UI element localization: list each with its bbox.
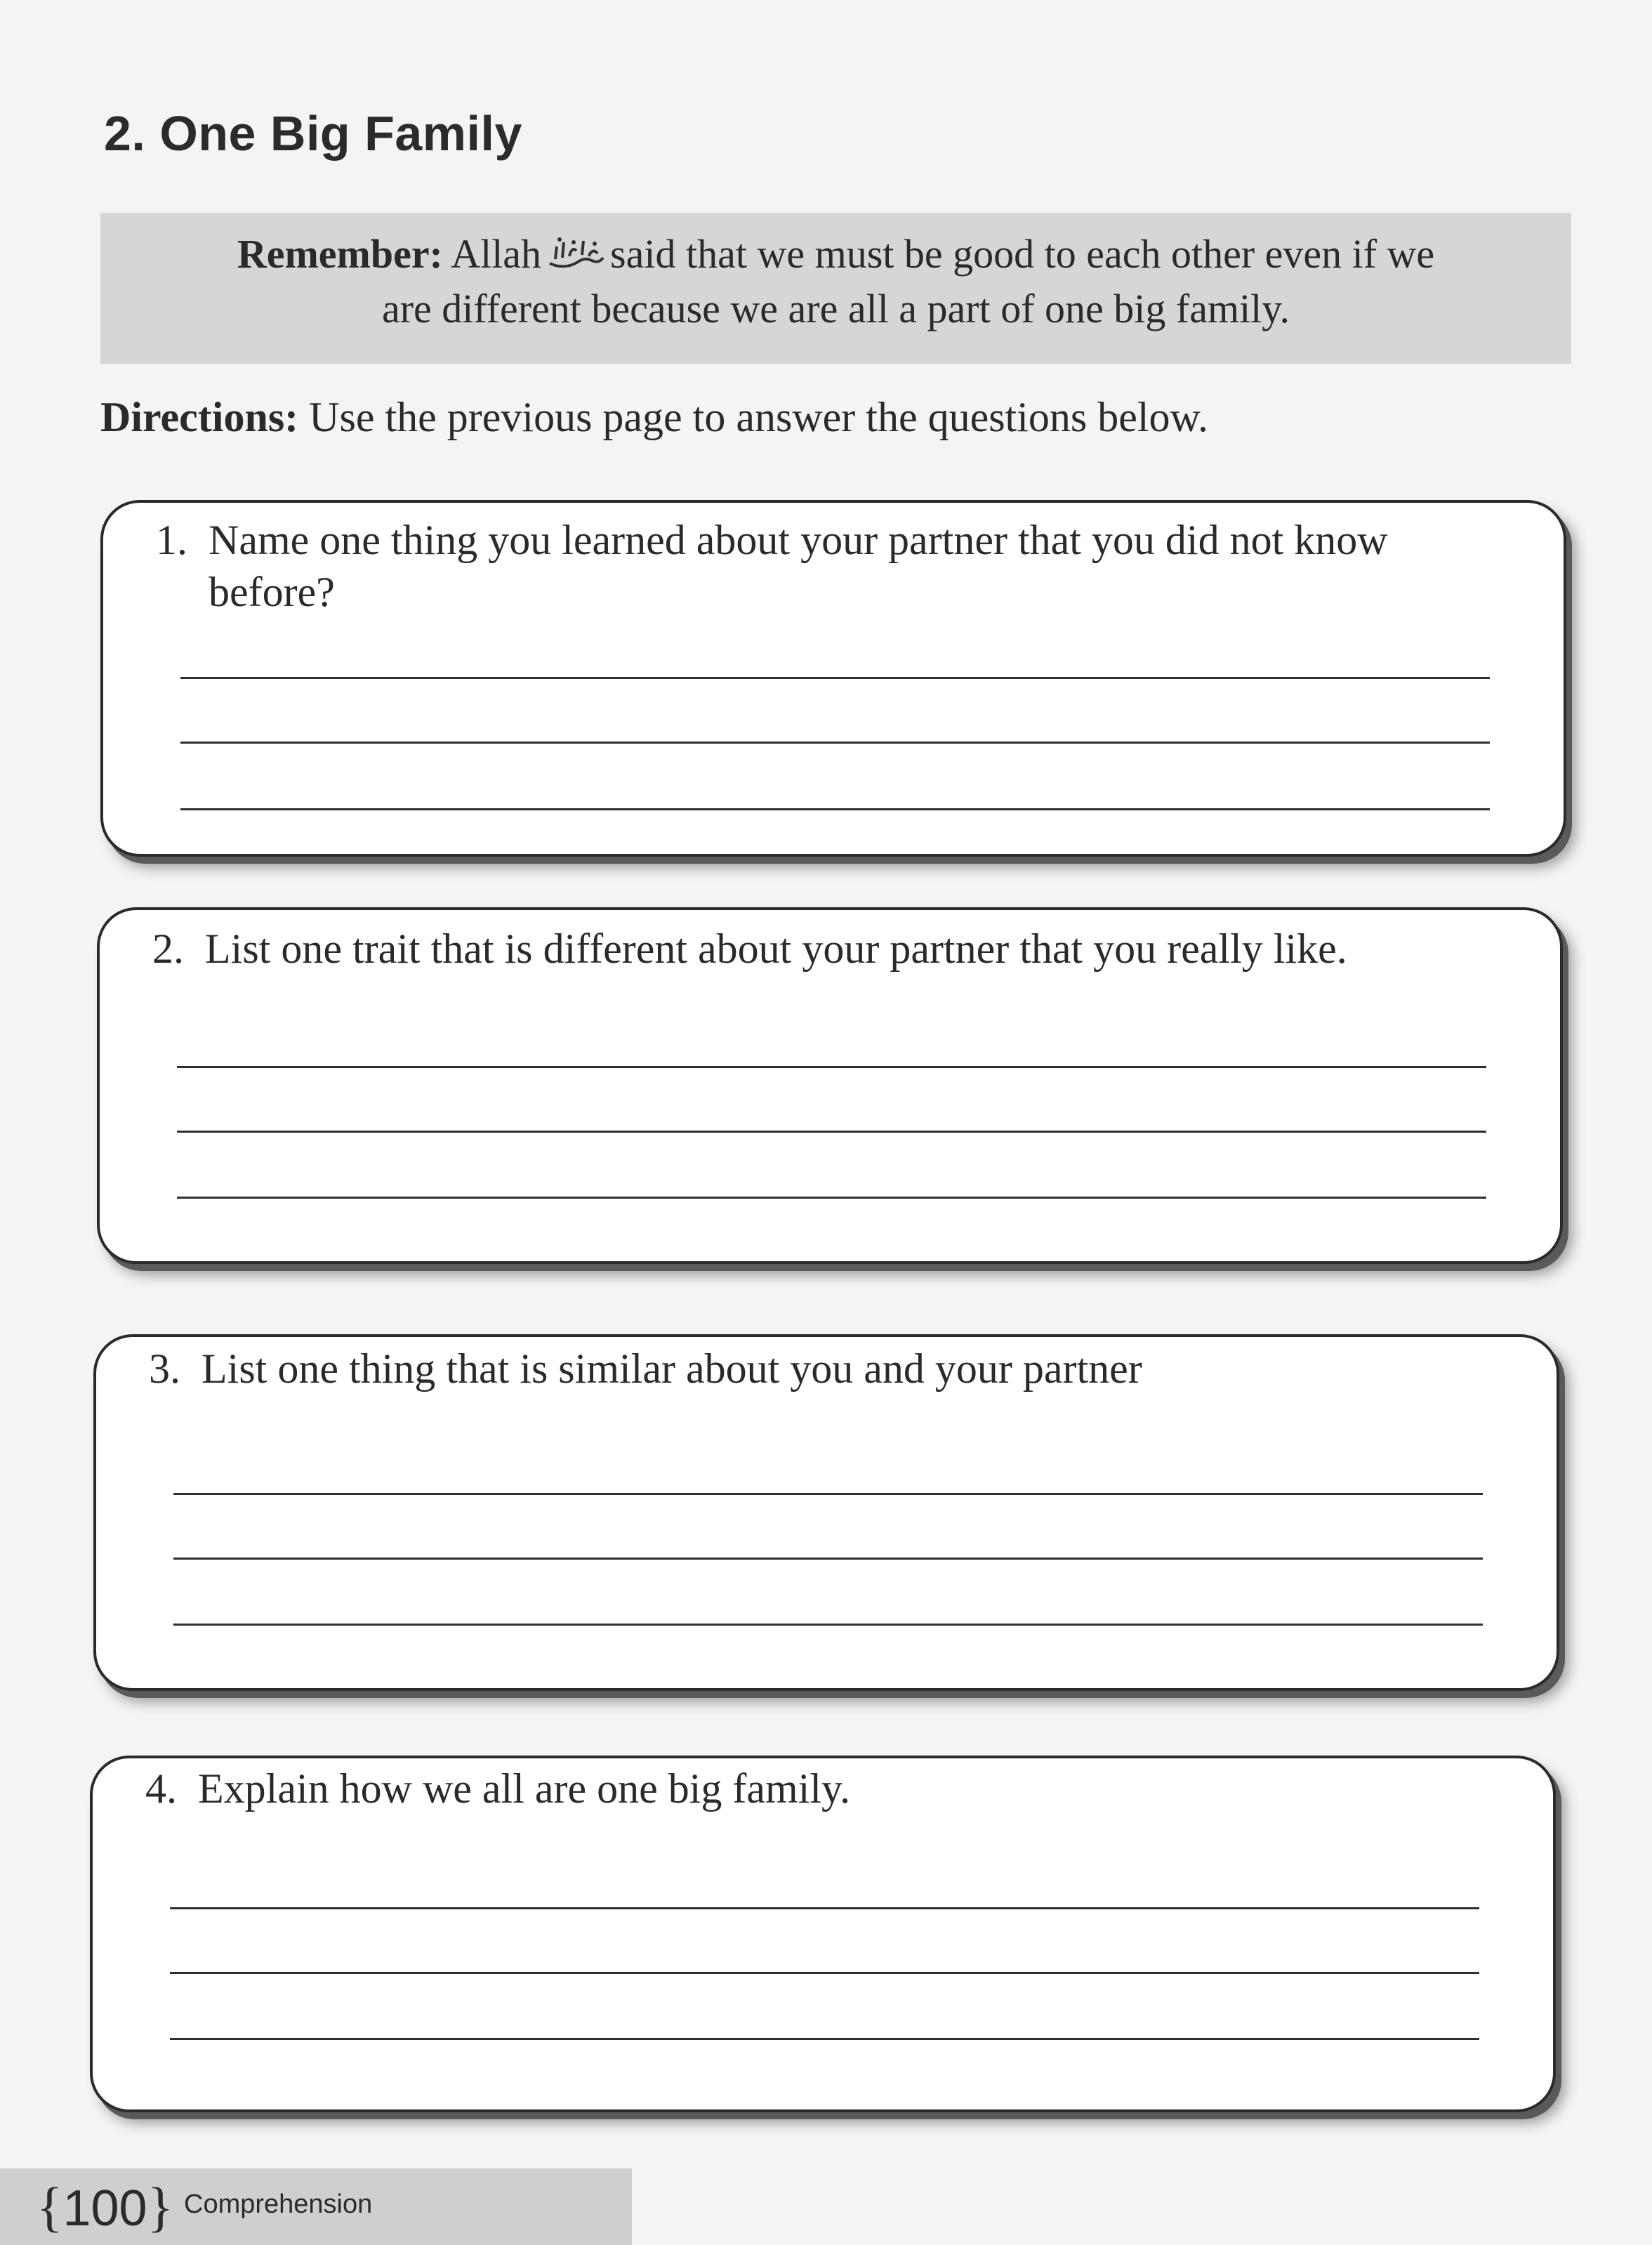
- answer-line[interactable]: [180, 808, 1490, 810]
- question-3: [149, 1343, 1483, 1395]
- answer-line[interactable]: [170, 1907, 1479, 1909]
- answer-line[interactable]: [173, 1624, 1483, 1626]
- answer-line[interactable]: [180, 742, 1490, 744]
- section-label: Comprehension: [184, 2190, 373, 2219]
- question-1: [156, 514, 1490, 618]
- remember-label: Remember:: [237, 231, 443, 277]
- remember-line1: said that we must be good to each other even if we: [610, 231, 1435, 277]
- directions: [100, 393, 1208, 442]
- question-box-4: [90, 1756, 1556, 2112]
- question-text: List one trait that is different about your partner that you really like.: [205, 926, 1347, 972]
- arabic-honorific-icon: [546, 232, 606, 275]
- question-box-2: [97, 907, 1563, 1264]
- question-2: [152, 923, 1486, 975]
- question-text: Explain how we all are one big family.: [198, 1765, 851, 1812]
- answer-line[interactable]: [173, 1493, 1483, 1495]
- brace-open: {: [37, 2176, 63, 2237]
- question-box-1: [100, 500, 1566, 857]
- remember-line2: are different because we are all a part of one big family.: [381, 286, 1290, 331]
- answer-line[interactable]: [180, 677, 1490, 679]
- answer-line[interactable]: [177, 1197, 1486, 1199]
- remember-box: [100, 213, 1571, 364]
- page-title: 2. One Big Family: [104, 106, 522, 161]
- directions-label: Directions:: [100, 394, 299, 440]
- question-number: 1.: [156, 517, 187, 563]
- page-number-value: 100: [62, 2180, 147, 2237]
- page-number: [37, 2175, 173, 2239]
- directions-text: Use the previous page to answer the questions below.: [309, 394, 1208, 440]
- question-box-3: [93, 1334, 1559, 1691]
- remember-allah: Allah: [451, 231, 542, 277]
- answer-line[interactable]: [170, 2038, 1479, 2040]
- question-text: List one thing that is similar about you and your partner: [201, 1345, 1142, 1392]
- question-number: 3.: [149, 1345, 180, 1392]
- answer-line[interactable]: [170, 1972, 1479, 1974]
- question-number: 2.: [152, 926, 184, 972]
- answer-line[interactable]: [177, 1066, 1486, 1068]
- question-number: 4.: [145, 1765, 177, 1812]
- question-text: Name one thing you learned about your partner that you did not know before?: [209, 517, 1388, 615]
- remember-text: [100, 227, 1571, 336]
- answer-line[interactable]: [173, 1558, 1483, 1560]
- answer-line[interactable]: [177, 1131, 1486, 1133]
- brace-close: }: [147, 2176, 174, 2237]
- question-4: [145, 1763, 1479, 1815]
